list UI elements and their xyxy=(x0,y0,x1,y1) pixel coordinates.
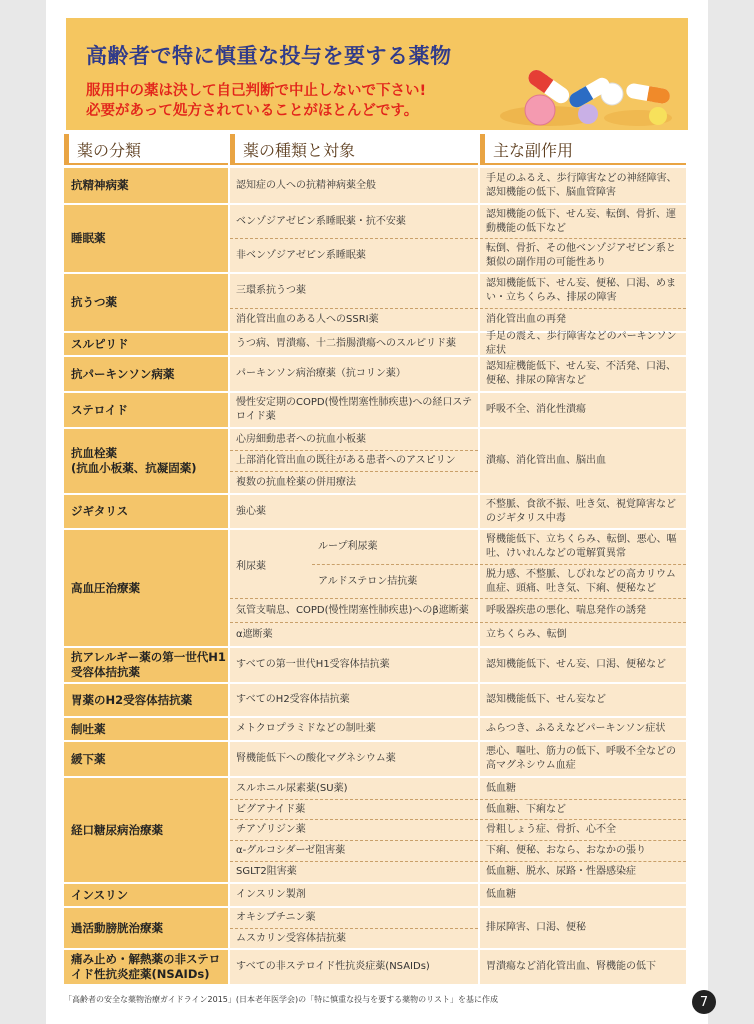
effect-cell: 低血糖、脱水、尿路・性器感染症 xyxy=(480,861,686,882)
type-cell: 心房細動患者への抗血小板薬 xyxy=(236,433,366,445)
type-cell: α-グルコシダーゼ阻害薬 xyxy=(230,840,478,861)
type-cell: 複数の抗血栓薬の併用療法 xyxy=(230,471,478,493)
table-row xyxy=(64,742,686,776)
type-cell: ループ利尿薬 xyxy=(318,541,378,552)
warning-line-2: 必要があって処方されていることがほとんどです。 xyxy=(86,103,419,119)
type-cell: すべての第一世代H1受容体拮抗薬 xyxy=(236,659,390,670)
table-row xyxy=(64,429,686,493)
category-cell: 過活動膀胱治療薬 xyxy=(64,908,228,948)
table-row xyxy=(64,778,686,882)
type-cell: 非ベンゾジアゼピン系睡眠薬 xyxy=(230,238,478,272)
page xyxy=(46,0,708,1024)
effect-cell: 下痢、便秘、おなら、おなかの張り xyxy=(480,840,686,861)
table-row xyxy=(64,718,686,740)
category-cell: 抗パーキンソン病薬 xyxy=(64,357,228,391)
table-row xyxy=(64,648,686,682)
category-cell: ステロイド xyxy=(64,393,228,427)
type-cell: すべてのH2受容体拮抗薬 xyxy=(236,694,350,705)
type-cell: スルホニル尿素薬(SU薬) xyxy=(236,782,348,794)
effect-cell: 消化管出血の再発 xyxy=(480,308,686,331)
type-cell: 消化管出血のある人へのSSRI薬 xyxy=(230,308,478,331)
category-cell: 抗血栓薬 (抗血小板薬、抗凝固薬) xyxy=(64,429,228,493)
table-row xyxy=(64,950,686,984)
column-header-type: 薬の種類と対象 xyxy=(230,134,478,164)
page-title: 高齢者で特に慎重な投与を要する薬物 xyxy=(86,44,452,68)
pills-illustration xyxy=(488,58,678,130)
category-cell: 胃薬のH2受容体拮抗薬 xyxy=(64,684,228,716)
source-note: 「高齢者の安全な薬物治療ガイドライン2015」(日本老年医学会)の「特に慎重な投与を要する薬物のリスト」を基に作成 xyxy=(64,995,498,1004)
effect-cell: 認知機能低下、せん妄など xyxy=(486,694,606,705)
table-row xyxy=(64,357,686,391)
effect-cell: 認知症機能低下、せん妄、不活発、口渇、便秘、排尿の障害など xyxy=(486,361,676,386)
effect-cell: 認知機能低下、せん妄、口渇、便秘など xyxy=(486,659,666,670)
category-cell: 緩下薬 xyxy=(64,742,228,776)
header-banner xyxy=(66,18,688,130)
header-underline xyxy=(230,163,478,165)
category-cell: 睡眠薬 xyxy=(64,205,228,272)
type-cell: チアゾリジン薬 xyxy=(230,819,478,840)
type-cell: 上部消化管出血の既往がある患者へのアスピリン xyxy=(230,450,478,471)
category-cell: インスリン xyxy=(64,884,228,906)
effect-cell: 排尿障害、口渇、便秘 xyxy=(486,922,586,933)
type-cell: ビグアナイド薬 xyxy=(230,799,478,819)
table-row xyxy=(64,495,686,528)
effect-cell: 立ちくらみ、転倒 xyxy=(480,622,686,646)
effect-cell: 骨粗しょう症、骨折、心不全 xyxy=(480,819,686,840)
diuretic-label: 利尿薬 xyxy=(236,560,266,572)
header-underline xyxy=(480,163,686,165)
category-cell: 痛み止め・解熱薬の非ステロイド性抗炎症薬(NSAIDs) xyxy=(64,950,228,984)
type-cell: α遮断薬 xyxy=(230,622,478,646)
effect-cell: 認知機能の低下、せん妄、転倒、骨折、運動機能の低下など xyxy=(486,208,676,234)
category-cell: 制吐薬 xyxy=(64,718,228,740)
effect-cell: 胃潰瘍など消化管出血、腎機能の低下 xyxy=(486,961,656,972)
table-row xyxy=(64,333,686,355)
effect-cell: 手足のふるえ、歩行障害などの神経障害、認知機能の低下、脳血管障害 xyxy=(486,172,677,198)
type-cell: 腎機能低下への酸化マグネシウム薬 xyxy=(236,753,396,764)
page-number: 7 xyxy=(692,990,716,1014)
warning-line-1: 服用中の薬は決して自己判断で中止しないで下さい! xyxy=(86,83,427,99)
effect-cell: 低血糖、下痢など xyxy=(480,799,686,819)
type-cell: すべての非ステロイド性抗炎症薬(NSAIDs) xyxy=(236,961,430,972)
effect-cell: 呼吸不全、消化性潰瘍 xyxy=(486,404,586,415)
category-cell: スルピリド xyxy=(64,333,228,355)
effect-cell: 呼吸器疾患の悪化、喘息発作の誘発 xyxy=(480,598,686,622)
effect-cell: 脱力感、不整脈、しびれなどの高カリウム血症、頭痛、吐き気、下痢、便秘など xyxy=(480,564,686,598)
effect-cell: 低血糖 xyxy=(486,782,516,794)
type-cell: オキシブチニン薬 xyxy=(236,912,316,923)
type-cell: うつ病、胃潰瘍、十二指腸潰瘍へのスルピリド薬 xyxy=(236,338,456,349)
effect-cell: 悪心、嘔吐、筋力の低下、呼吸不全などの高マグネシウム血症 xyxy=(486,746,676,771)
effect-cell: 腎機能低下、立ちくらみ、転倒、悪心、嘔吐、けいれんなどの電解質異常 xyxy=(486,534,677,559)
type-cell: パーキンソン病治療薬（抗コリン薬） xyxy=(236,368,406,379)
table-row xyxy=(64,274,686,331)
effect-cell: 潰瘍、消化管出血、脳出血 xyxy=(486,455,606,466)
table-row xyxy=(64,205,686,272)
type-cell: 認知症の人への抗精神病薬全般 xyxy=(236,179,376,191)
effect-cell: 手足の震え、歩行障害などのパーキンソン症状 xyxy=(486,331,677,356)
type-cell: 三環系抗うつ薬 xyxy=(236,285,306,296)
header-underline xyxy=(64,163,228,165)
table-row xyxy=(64,684,686,716)
type-cell: インスリン製剤 xyxy=(236,889,306,900)
type-cell: SGLT2阻害薬 xyxy=(230,861,478,882)
column-header-category: 薬の分類 xyxy=(64,134,228,164)
effect-cell: 不整脈、食欲不振、吐き気、視覚障害などのジギタリス中毒 xyxy=(486,498,676,524)
table-row xyxy=(64,168,686,203)
type-cell: 強心薬 xyxy=(236,505,266,517)
category-cell: 経口糖尿病治療薬 xyxy=(64,778,228,882)
type-cell: ベンゾジアゼピン系睡眠薬・抗不安薬 xyxy=(236,215,406,227)
effect-cell: 転倒、骨折、その他ベンゾジアゼピン系と類似の副作用の可能性あり xyxy=(480,238,686,272)
type-cell: メトクロプラミドなどの制吐薬 xyxy=(236,723,376,734)
type-cell: ムスカリン受容体拮抗薬 xyxy=(230,928,478,948)
table-row xyxy=(64,884,686,906)
table-row xyxy=(64,908,686,948)
effect-cell: 低血糖 xyxy=(486,889,516,900)
table-row xyxy=(64,393,686,427)
table-row xyxy=(64,530,686,646)
column-header-effects: 主な副作用 xyxy=(480,134,686,164)
category-cell: 抗精神病薬 xyxy=(64,168,228,203)
category-cell: 高血圧治療薬 xyxy=(64,530,228,646)
type-cell: 気管支喘息、COPD(慢性閉塞性肺疾患)へのβ遮断薬 xyxy=(230,598,478,622)
category-cell: ジギタリス xyxy=(64,495,228,528)
type-cell: アルドステロン拮抗薬 xyxy=(312,564,478,598)
effect-cell: 認知機能低下、せん妄、便秘、口渇、めまい・立ちくらみ、排尿の障害 xyxy=(486,278,676,303)
type-cell: 慢性安定期のCOPD(慢性閉塞性肺疾患)への経口ステロイド薬 xyxy=(236,397,473,422)
category-cell: 抗アレルギー薬の第一世代H1受容体拮抗薬 xyxy=(64,648,228,682)
category-cell: 抗うつ薬 xyxy=(64,274,228,331)
effect-cell: ふらつき、ふるえなどパーキンソン症状 xyxy=(486,723,666,734)
